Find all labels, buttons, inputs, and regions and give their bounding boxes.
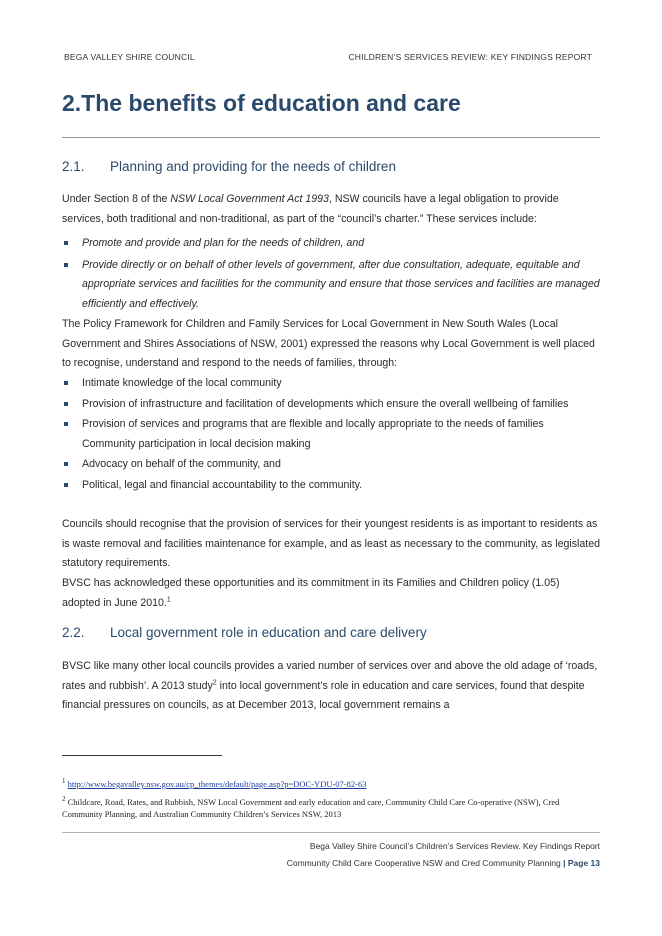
bullet-square-icon <box>64 263 68 267</box>
list-item-text: Advocacy on behalf of the community, and <box>82 458 281 470</box>
section-heading-2-2 <box>62 625 427 640</box>
paragraph-policy-framework <box>62 315 600 374</box>
text-run: BVSC like many other local councils provides a varied number of services over and above the old adage of ‘roads, rates and rubbish’. A 2013 study <box>62 660 598 692</box>
list-item-text: Political, legal and financial accountability to the community. <box>82 478 363 491</box>
title-divider <box>62 137 600 138</box>
list-item-text: Provision of services and programs that are flexible and locally appropriate to the needs of families Community participation in local decision making <box>82 418 544 450</box>
header-organisation: BEGA VALLEY SHIRE COUNCIL <box>64 52 195 62</box>
bullet-square-icon <box>64 381 68 385</box>
footnote-mark: 1 <box>62 777 66 786</box>
chapter-title: 2.The benefits of education and care <box>62 90 461 116</box>
paragraph-bvsc-acknowledged <box>62 574 600 613</box>
paragraph-local-government-role <box>62 657 600 716</box>
text-run: , NSW councils have a legal obligation to provide services, both traditional and non-traditional, as part of the “council’s charter.” These services include: <box>62 193 559 225</box>
bullet-square-icon <box>64 422 68 426</box>
list-item <box>62 374 600 394</box>
section-title: Local government role in education and care delivery <box>110 625 427 640</box>
list-item <box>62 234 600 254</box>
text-run: into local government’s role in education and care services, found that despite financial pressures on councils, as at December 2013, local government remains a <box>62 679 585 711</box>
list-item <box>62 395 600 415</box>
paragraph-text: BVSC has acknowledged these opportunities and its commitment in its Families and Children policy (1.05) adopted in June 2010. <box>62 577 560 609</box>
paragraph-text: Councils should recognise that the provision of services for their youngest residents is as important to residents as is waste removal and facilities maintenance for example, and as least as necessary to the community, as legislated statutory requirements. <box>62 518 600 569</box>
section-title: Planning and providing for the needs of children <box>110 159 396 174</box>
list-item-text: Provide directly or on behalf of other levels of government, after due consultation, adequate, equitable and appropriate services and facilities for the community and ensure that those services and facilities are managed efficiently and effectively. <box>82 258 600 310</box>
footer-divider <box>62 832 600 833</box>
bullet-square-icon <box>64 462 68 466</box>
footer-report-line <box>310 841 600 851</box>
act-name: NSW Local Government Act 1993 <box>170 193 329 205</box>
list-item <box>62 476 600 496</box>
footer-report-title: Bega Valley Shire Council’s Children’s Services Review. Key Findings Report <box>309 841 600 851</box>
list-item <box>62 415 600 454</box>
footnote-mark: 2 <box>62 795 66 804</box>
footnote-2 <box>62 796 602 820</box>
page-number: | Page 13 <box>563 858 600 868</box>
bullet-square-icon <box>64 241 68 245</box>
footnote-text: Childcare, Road, Rates, and Rubbish, NSW Local Government and early education and care, Community Child Care Co-operative (NSW), Cred Community Planning, and Australian Community Children’s Services NSW, 2013 <box>62 797 560 819</box>
list-item <box>62 256 600 315</box>
list-item <box>62 455 600 475</box>
paragraph-council-charter <box>62 190 600 229</box>
local-government-reasons-list <box>62 374 600 495</box>
charter-services-list <box>62 234 600 314</box>
bullet-square-icon <box>64 402 68 406</box>
footnote-divider <box>62 755 222 756</box>
list-item-text: Intimate knowledge of the local community <box>82 377 282 389</box>
footer-authors: Community Child Care Cooperative NSW and Cred Community Planning <box>286 858 561 868</box>
footnote-link[interactable]: http://www.begavalley.nsw.gov.au/cp_themes/default/page.asp?p=DOC-YDU-07-82-63 <box>67 779 367 789</box>
header-report-title: CHILDREN’S SERVICES REVIEW: KEY FINDINGS REPORT <box>348 52 592 62</box>
footnote-1 <box>62 778 602 790</box>
paragraph-text: The Policy Framework for Children and Family Services for Local Government in New South Wales (Local Government and Shires Associations of NSW, 2001) expressed the reasons why Local Government is well placed to recognise, understand and respond to the needs of families, through: <box>62 318 595 369</box>
list-item-text: Provision of infrastructure and facilitation of developments which ensure the overall wellbeing of families <box>82 397 569 410</box>
footnote-ref-1[interactable]: 1 <box>166 595 171 603</box>
section-heading-2-1 <box>62 159 396 174</box>
footer-authors-line <box>287 858 600 868</box>
section-number: 2.2. <box>62 625 85 640</box>
text-run: Under Section 8 of the <box>62 193 171 205</box>
section-number: 2.1. <box>62 159 85 174</box>
footnote-ref-2[interactable]: 2 <box>212 678 217 686</box>
bullet-square-icon <box>64 483 68 487</box>
list-item-text: Promote and provide and plan for the needs of children, and <box>82 237 365 249</box>
paragraph-councils-recognise <box>62 515 600 574</box>
